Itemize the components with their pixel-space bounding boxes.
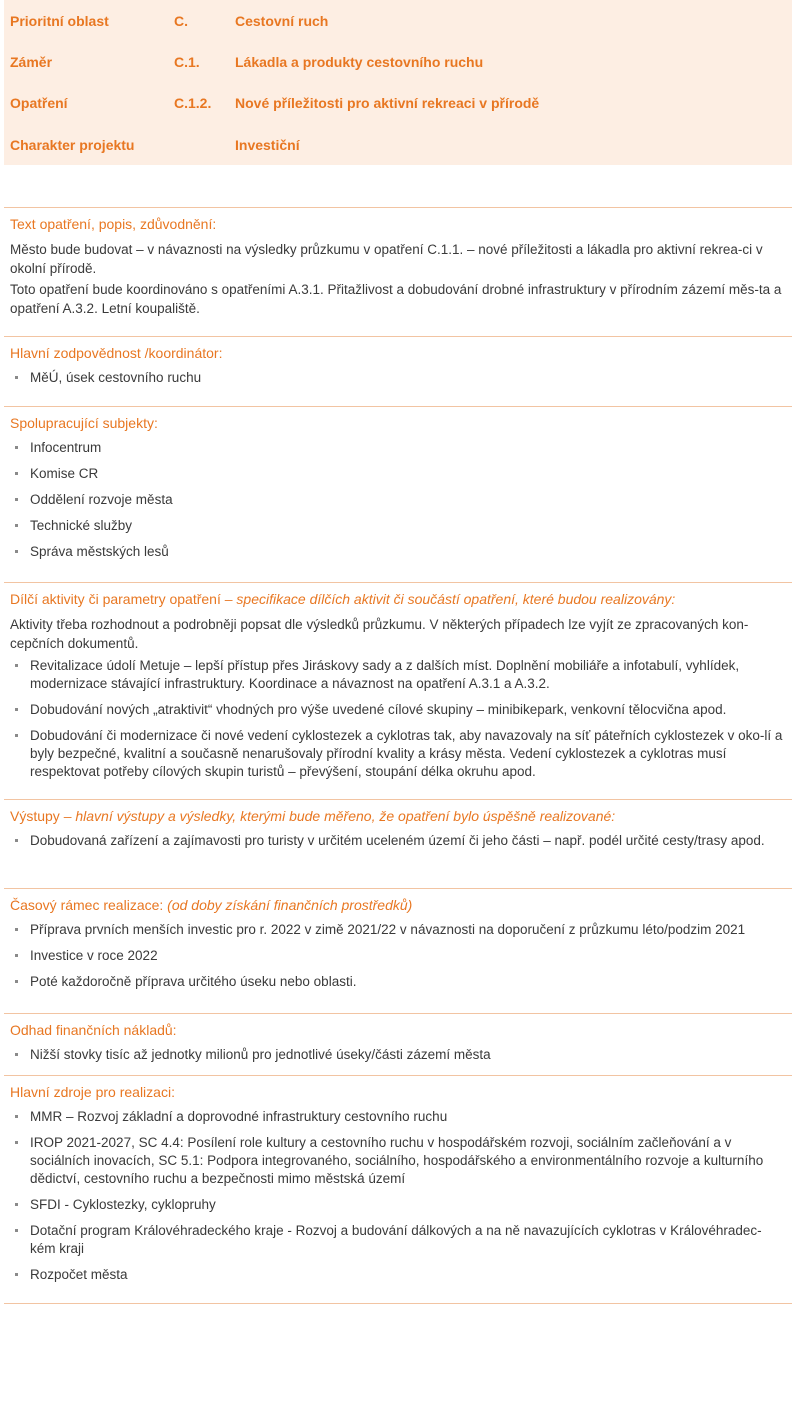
header-code: C.	[174, 13, 188, 29]
header-row-measure	[4, 95, 792, 115]
list-item: Příprava prvních menších investic pro r. 2022 v zimě 2021/22 v návaznosti na doporučení z průzkumu léto/podzim 2021	[10, 921, 786, 939]
bullet-icon	[15, 928, 18, 931]
bullet-icon	[15, 524, 18, 527]
header-row-intent	[4, 54, 792, 74]
bullet-icon	[15, 1141, 18, 1144]
bullet-icon	[15, 1053, 18, 1056]
bullet-icon	[15, 1203, 18, 1206]
section-title: Text opatření, popis, zdůvodnění:	[10, 216, 217, 232]
section-title: Dílčí aktivity či parametry opatření – specifikace dílčích aktivit či součástí opatření, které budou realizovány:	[10, 591, 676, 607]
header-value: Investiční	[235, 137, 300, 153]
header-row-priority-area	[4, 13, 792, 33]
section-title: Časový rámec realizace: (od doby získání finančních prostředků)	[10, 897, 413, 913]
list-item: MMR – Rozvoj základní a doprovodné infrastruktury cestovního ruchu	[10, 1108, 786, 1126]
header-label: Prioritní oblast	[10, 13, 109, 29]
section-responsibility	[4, 336, 792, 406]
description-paragraph: Město bude budovat – v návaznosti na výsledky průzkumu v opatření C.1.1. – nové příležitosti a lákadla pro aktivní rekrea-ci v okolní přírodě.	[10, 242, 763, 276]
description-paragraph: Toto opatření bude koordinováno s opatřeními A.3.1. Přitažlivost a dobudování drobné infrastruktury v přírodním zázemí měs-ta a opatření A.3.2. Letní koupaliště.	[10, 282, 782, 316]
bullet-icon	[15, 550, 18, 553]
bullet-icon	[15, 839, 18, 842]
header-code: C.1.	[174, 54, 200, 70]
list-item: Dobudování či modernizace či nové vedení cyklostezek a cyklotras tak, aby navazovaly na síť páteřních cyklostezek v oko-lí a byly bezpečné, kvalitní a současně nenarušovaly přírodní kvality a krásy města. Vedení cyklostezek a cyklotras musí respektovat potřeby cílových skupin turistů – převýšení, stoupání délka okruhu apod.	[10, 727, 786, 781]
header-code: C.1.2.	[174, 95, 212, 111]
bullet-icon	[15, 980, 18, 983]
bullet-icon	[15, 1115, 18, 1118]
list-item: Revitalizace údolí Metuje – lepší přístup přes Jiráskovy sady a z dalších míst. Doplnění mobiliáře a infotabulí, vyhlídek, modernizace stávající infrastruktury. Koordinace a návaznost na opatření A.3.1 a A.3.2.	[10, 657, 786, 693]
measure-details	[4, 207, 792, 1304]
list-item: Oddělení rozvoje města	[10, 491, 786, 509]
list-item: Dobudování nových „atraktivit“ vhodných pro výše uvedené cílové skupiny – minibikepark, venkovní tělocvična apod.	[10, 701, 786, 719]
bullet-icon	[15, 498, 18, 501]
header-label: Záměr	[10, 54, 53, 70]
bullet-icon	[15, 376, 18, 379]
section-timeframe	[4, 888, 792, 1013]
bullet-icon	[15, 734, 18, 737]
list-item: MěÚ, úsek cestovního ruchu	[10, 369, 786, 387]
section-title: Hlavní zodpovědnost /koordinátor:	[10, 345, 223, 361]
header-value: Nové příležitosti pro aktivní rekreaci v přírodě	[235, 95, 540, 111]
section-title-note: – specifikace dílčích aktivit či součástí opatření, které budou realizovány:	[224, 591, 676, 607]
section-description	[4, 207, 792, 336]
list-item: SFDI - Cyklostezky, cyklopruhy	[10, 1196, 786, 1214]
bullet-icon	[15, 664, 18, 667]
list-item: Nižší stovky tisíc až jednotky milionů pro jednotlivé úseky/části zázemí města	[10, 1046, 786, 1064]
list-item: IROP 2021-2027, SC 4.4: Posílení role kultury a cestovního ruchu v hospodářském rozvoji, sociálním začleňování a v sociálních inovacích, SC 5.1: Podpora integrovaného, sociálního, hospodářského a environmentálního rozvoje a kulturního dědictví, cestovního ruchu a bezpečnosti mimo městská území	[10, 1134, 786, 1188]
list-item: Investice v roce 2022	[10, 947, 786, 965]
bullet-icon	[15, 446, 18, 449]
bullet-icon	[15, 1229, 18, 1232]
section-title: Výstupy – hlavní výstupy a výsledky, kterými bude měřeno, že opatření bylo úspěšně realizované:	[10, 808, 616, 824]
section-outputs	[4, 799, 792, 888]
section-costs	[4, 1013, 792, 1075]
bullet-icon	[15, 1273, 18, 1276]
list-item: Dobudovaná zařízení a zajímavosti pro turisty v určitém uceleném území či jeho části – např. podél určité cesty/trasy apod.	[10, 832, 786, 850]
bullet-icon	[15, 708, 18, 711]
section-title-note: (od doby získání finančních prostředků)	[167, 897, 413, 913]
header-label: Charakter projektu	[10, 137, 135, 153]
activities-intro: Aktivity třeba rozhodnout a podrobněji popsat dle výsledků průzkumu. V některých případech lze vyjít ze zpracovaných kon-cepčních dokumentů.	[10, 617, 749, 651]
header-value: Lákadla a produkty cestovního ruchu	[235, 54, 484, 70]
bullet-icon	[15, 954, 18, 957]
list-item: Dotační program Královéhradeckého kraje - Rozvoj a budování dálkových a na ně navazujících cyklotras v Královéhradec-kém kraji	[10, 1222, 786, 1258]
list-item: Rozpočet města	[10, 1266, 786, 1284]
section-funding-sources	[4, 1075, 792, 1304]
section-title-note: – hlavní výstupy a výsledky, kterými bude měřeno, že opatření bylo úspěšně realizované:	[63, 808, 616, 824]
header-label: Opatření	[10, 95, 68, 111]
list-item: Správa městských lesů	[10, 543, 786, 561]
section-title: Hlavní zdroje pro realizaci:	[10, 1084, 175, 1100]
section-activities	[4, 582, 792, 799]
header-value: Cestovní ruch	[235, 13, 329, 29]
section-title: Spolupracující subjekty:	[10, 415, 158, 431]
bullet-icon	[15, 472, 18, 475]
project-header	[4, 0, 792, 165]
list-item: Poté každoročně příprava určitého úseku nebo oblasti.	[10, 973, 786, 991]
section-partners	[4, 406, 792, 582]
list-item: Technické služby	[10, 517, 786, 535]
header-row-project-type	[4, 137, 792, 157]
list-item: Komise CR	[10, 465, 786, 483]
section-title: Odhad finančních nákladů:	[10, 1022, 177, 1038]
list-item: Infocentrum	[10, 439, 786, 457]
